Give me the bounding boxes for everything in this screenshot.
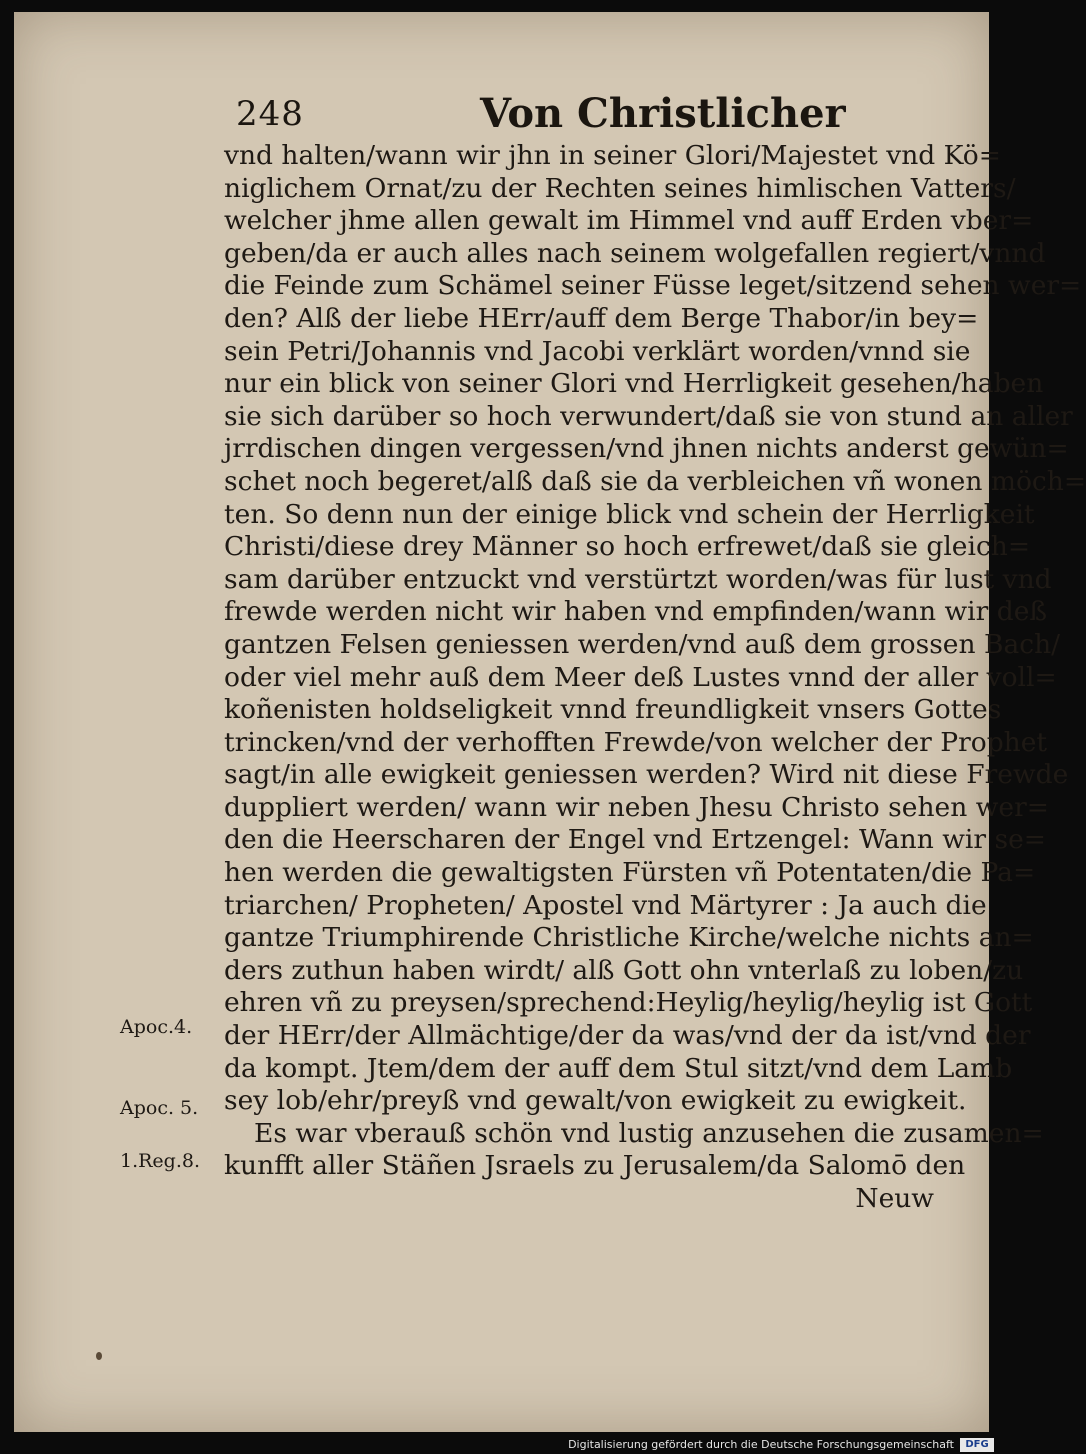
text-line: ten. So denn nun der einige blick vnd schein der Herrligkeit <box>224 498 1035 530</box>
text-line: sey lob/ehr/preyß vnd gewalt/von ewigkeit zu ewigkeit. <box>224 1085 967 1117</box>
text-line: vnd halten/wann wir jhn in seiner Glori/Majestet vnd Kö= <box>224 140 1001 171</box>
text-line: ehren vñ zu preysen/sprechend:Heylig/heylig/heylig ist Gott <box>224 987 1033 1019</box>
text-line: welcher jhme allen gewalt im Himmel vnd auff Erden vber= <box>224 205 1034 237</box>
text-line: frewde werden nicht wir haben vnd empfinden/wann wir deß <box>224 596 1048 628</box>
text-line: oder viel mehr auß dem Meer deß Lustes vnnd der aller voll= <box>224 661 1057 693</box>
text-line: duppliert werden/ wann wir neben Jhesu Christo sehen wer= <box>224 791 1049 823</box>
text-line: den? Alß der liebe HErr/auff dem Berge Thabor/in bey= <box>224 302 979 334</box>
text-line: den die Heerscharen der Engel vnd Ertzengel: Wann wir se= <box>224 824 1046 856</box>
text-line: trincken/vnd der verhofften Frewde/von welcher der Prophet <box>224 726 1048 758</box>
text-line: kunfft aller Stäñen Jsraels zu Jerusalem/da Salomō den <box>224 1150 966 1182</box>
page-header <box>222 92 962 142</box>
text-line: sie sich darüber so hoch verwundert/daß sie von stund an aller <box>224 400 1073 432</box>
text-line: Christi/diese drey Männer so hoch erfrewet/daß sie gleich= <box>224 531 1031 563</box>
text-line: sagt/in alle ewigkeit geniessen werden? Wird nit diese Frewde <box>224 759 1069 791</box>
text-line: sein Petri/Johannis vnd Jacobi verklärt worden/vnnd sie <box>224 335 971 367</box>
running-title: Von Christlicher <box>480 90 846 137</box>
text-line: triarchen/ Propheten/ Apostel vnd Märtyrer : Ja auch die <box>224 889 987 921</box>
text-line: sam darüber entzuckt vnd verstürtzt worden/was für lust vnd <box>224 563 1052 595</box>
text-line: niglichem Ornat/zu der Rechten seines himlischen Vatters/ <box>224 172 1016 204</box>
text-line: gantzen Felsen geniessen werden/vnd auß dem grossen Bach/ <box>224 628 1061 660</box>
margin-note: Apoc. 5. <box>120 1097 199 1119</box>
text-line: die Feinde zum Schämel seiner Füsse leget/sitzend sehen wer= <box>224 270 1082 302</box>
text-line: hen werden die gewaltigsten Fürsten vñ Potentaten/die Pa= <box>224 857 1036 889</box>
text-line: gantze Triumphirende Christliche Kirche/welche nichts an= <box>224 922 1034 954</box>
dfg-logo: DFG <box>960 1438 994 1452</box>
text-line: der HErr/der Allmächtige/der da was/vnd der da ist/vnd der <box>224 1020 1031 1052</box>
footer-credit: Digitalisierung gefördert durch die Deutsche Forschungsgemeinschaft <box>568 1438 954 1451</box>
text-line: koñenisten holdseligkeit vnnd freundligkeit vnsers Gottes <box>224 694 1002 726</box>
page-number: 248 <box>236 94 304 134</box>
text-line: da kompt. Jtem/dem der auff dem Stul sitzt/vnd dem Lamb <box>224 1052 1013 1084</box>
text-line: Es war vberauß schön vnd lustig anzusehen die zusamen= <box>254 1117 1044 1149</box>
margin-note: Apoc.4. <box>120 1016 193 1038</box>
text-line: nur ein blick von seiner Glori vnd Herrligkeit gesehen/haben <box>224 368 1044 400</box>
margin-note: 1.Reg.8. <box>120 1150 201 1172</box>
ink-smudge <box>96 1352 102 1360</box>
text-line: jrrdischen dingen vergessen/vnd jhnen nichts anderst gewün= <box>224 433 1069 465</box>
catchword: Neuw <box>855 1183 934 1214</box>
text-line: schet noch begeret/alß daß sie da verbleichen vñ wonen möch= <box>224 465 1086 497</box>
body-text <box>224 140 1086 1216</box>
text-line: ders zuthun haben wirdt/ alß Gott ohn vnterlaß zu loben/zu <box>224 954 1024 986</box>
text-line: geben/da er auch alles nach seinem wolgefallen regiert/vnnd <box>224 237 1046 269</box>
